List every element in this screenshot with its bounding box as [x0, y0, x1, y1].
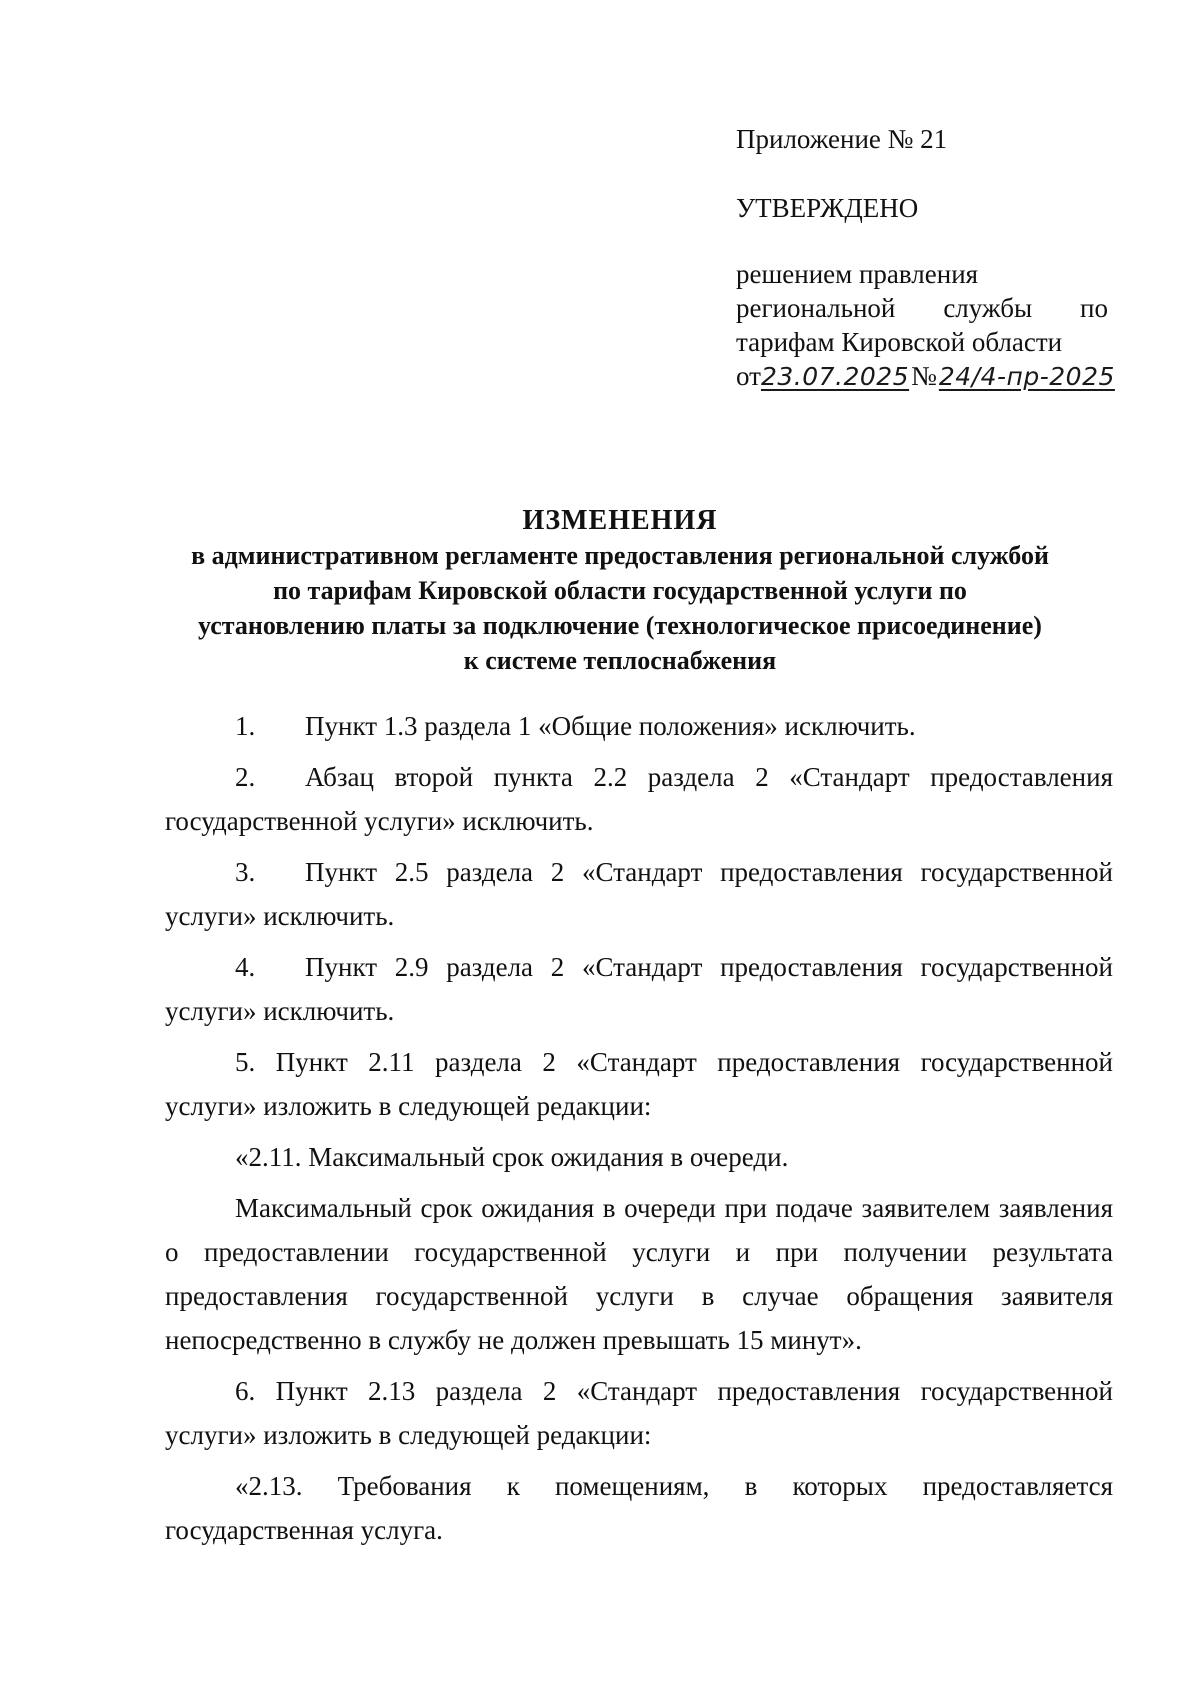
- item-text: Пункт 2.5 раздела 2 «Стандарт предоставления государственной услуги» исключить.: [165, 857, 1113, 931]
- appendix-label: Приложение № 21: [736, 124, 948, 154]
- decision-word: службы: [943, 293, 1033, 323]
- list-item: [165, 704, 1113, 748]
- title-line: к системе теплоснабжения: [463, 646, 777, 675]
- title-line: в административном регламенте предоставления региональной службой: [191, 541, 1049, 570]
- decision-line-3: тарифам Кировской области: [736, 327, 1063, 357]
- document-title: [120, 503, 1120, 678]
- list-item: [165, 755, 1113, 843]
- list-item: [165, 850, 1113, 938]
- item-text: Пункт 2.11 раздела 2 «Стандарт предоставления государственной услуги» изложить в следующей редакции:: [165, 1047, 1114, 1121]
- date-prefix: от: [736, 361, 761, 391]
- item-number: 1.: [235, 711, 256, 741]
- item-number: 3.: [235, 857, 256, 887]
- handwritten-date: 23.07.2025: [760, 362, 910, 391]
- item-text: Абзац второй пункта 2.2 раздела 2 «Стандарт предоставления государственной услуги» исключить.: [165, 762, 1113, 836]
- item-number: 5.: [235, 1047, 256, 1077]
- item-text: Пункт 2.9 раздела 2 «Стандарт предоставления государственной услуги» исключить.: [165, 952, 1113, 1026]
- title-line: по тарифам Кировской области государственной услуги по: [273, 576, 967, 605]
- title-main: ИЗМЕНЕНИЯ: [522, 505, 718, 536]
- document-body: [165, 704, 1113, 1559]
- decision-word: региональной: [736, 293, 896, 323]
- item-number: 4.: [235, 952, 256, 982]
- decision-date-line: [736, 359, 1115, 394]
- item-text: Пункт 1.3 раздела 1 «Общие положения» исключить.: [305, 711, 916, 741]
- list-item: [165, 1369, 1113, 1457]
- list-item: [165, 1040, 1113, 1128]
- quote-heading: «2.13. Требования к помещениям, в которых предоставляется государственная услуга.: [165, 1471, 1113, 1545]
- approved-stamp-text: УТВЕРЖДЕНО: [736, 193, 919, 223]
- number-sign: №: [911, 361, 937, 391]
- item-number: 6.: [235, 1376, 256, 1406]
- decision-reference: [736, 257, 1115, 394]
- quote-body: Максимальный срок ожидания в очереди при подаче заявителем заявления о предоставлении государственной услуги и при получении результата предоставления государственной услуги в случае обращения заявителя непосредственно в службу не должен превышать 15 минут».: [165, 1193, 1113, 1355]
- item-number: 2.: [235, 762, 256, 792]
- decision-line-1: решением правления: [736, 259, 979, 289]
- approval-block: [736, 122, 1115, 394]
- decision-line-2: [736, 291, 1108, 325]
- decision-word: по: [1080, 293, 1108, 323]
- quote-heading: «2.11. Максимальный срок ожидания в очереди.: [235, 1142, 789, 1172]
- item-text: Пункт 2.13 раздела 2 «Стандарт предоставления государственной услуги» изложить в следующей редакции:: [165, 1376, 1113, 1450]
- list-item: [165, 945, 1113, 1033]
- title-line: установлению платы за подключение (технологическое присоединение): [198, 611, 1042, 640]
- handwritten-number: 24/4-пр-2025: [938, 362, 1115, 391]
